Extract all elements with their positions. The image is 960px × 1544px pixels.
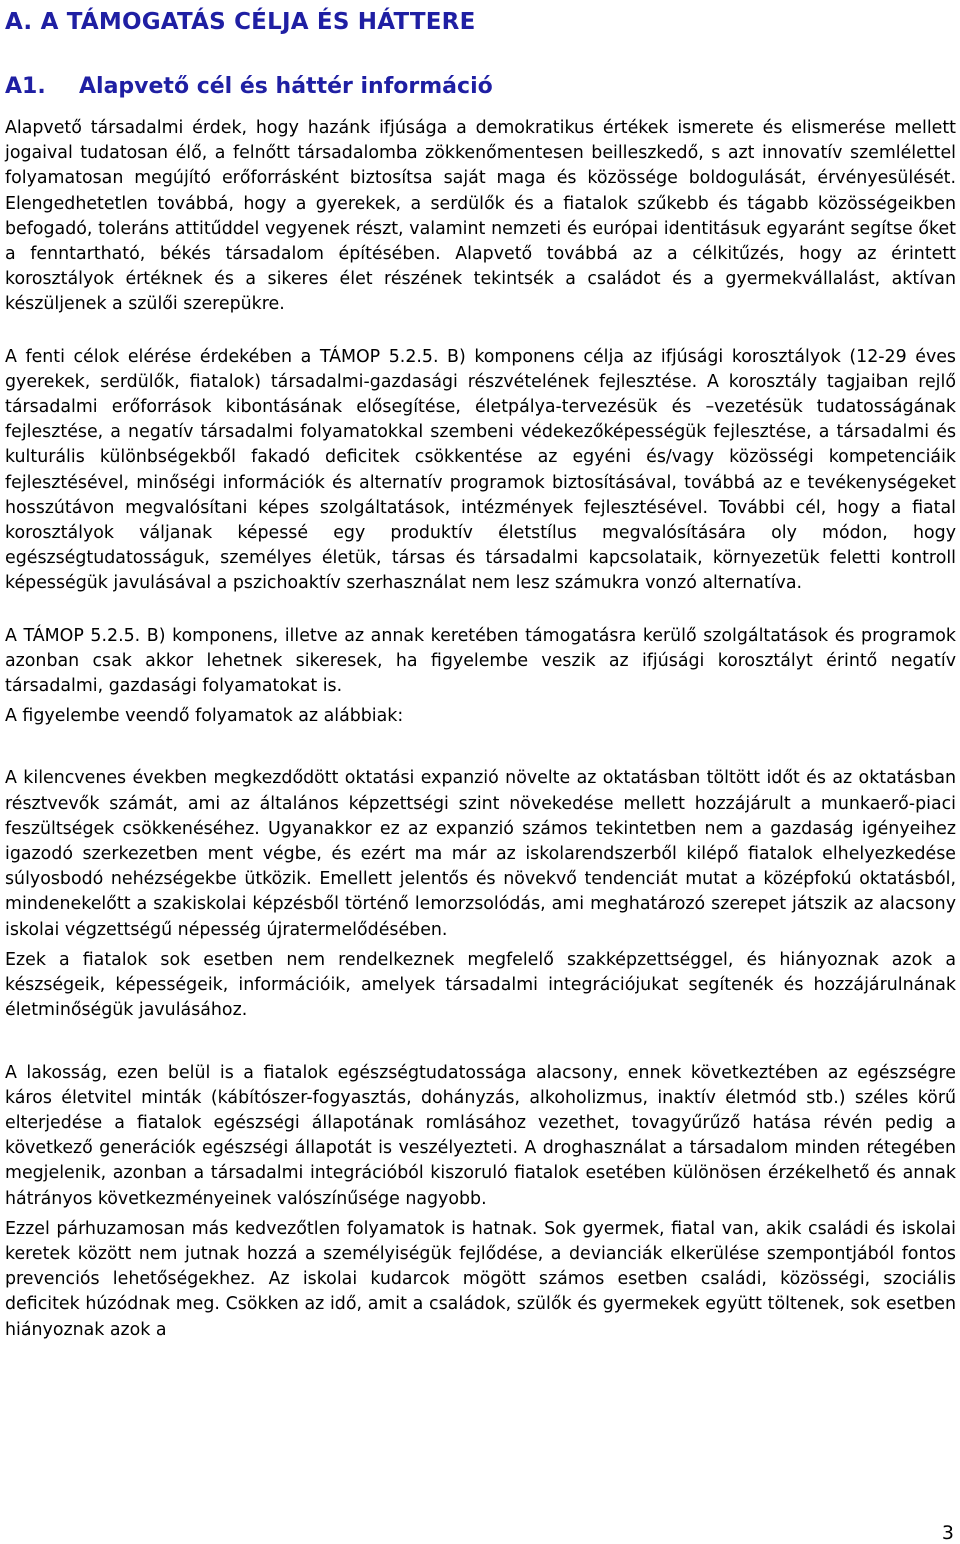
section-heading: A. A TÁMOGATÁS CÉLJA ÉS HÁTTERE bbox=[5, 9, 476, 35]
paragraph-goals: Alapvető társadalmi érdek, hogy hazánk ifjúsága a demokratikus értékek ismerete és elismerése mellett jogaival tudatosan élő, a felnőtt társadalomba zökkenőmentesen beilleszkedő, s azt innovatív szemlélettel folyamatosan megújító erőforrásként biztosítsa saját maga és közössége boldogulását, érvényesülését. Elengedhetetlen továbbá, hogy a gyerekek, a serdülők és a fiatalok szűkebb és tágabb közösségeikben befogadó, toleráns attitűddel vegyenek részt, valamint nemzeti és európai identitásuk egyaránt segítse őket a fenntartható, békés társadalom építésében. Alapvető továbbá az a célkitűzés, hogy az érintett korosztályok értéknek és a sikeres élet részének tekintsék a családot és a gyermekvállalást, aktívan készüljenek a szülői szerepükre. bbox=[5, 118, 956, 315]
subsection-heading bbox=[5, 72, 956, 102]
document-page bbox=[5, 0, 956, 1343]
subsection-number: A1. bbox=[5, 74, 46, 99]
subsection-title: Alapvető cél és háttér információ bbox=[79, 74, 493, 99]
paragraph-processes-intro: A figyelembe veendő folyamatok az alábbiak: bbox=[5, 706, 404, 727]
paragraph-unfavourable-processes: Ezzel párhuzamosan más kedvezőtlen folyamatok is hatnak. Sok gyermek, fiatal van, akik családi és iskolai keretek között nem jutnak hozzá a személyiségük fejlődése, a devianciák elkerülése szempontjából fontos prevenciós lehetőségekhez. Az iskolai kudarcok mögött számos esetben családi, közösségi, szociális deficitek húzódnak meg. Csökken az idő, amit a családok, szülők és gyermekek együtt töltenek, sok esetben hiányoznak azok a bbox=[5, 1218, 956, 1340]
paragraph-success-conditions: A TÁMOP 5.2.5. B) komponens, illetve az annak keretében támogatásra kerülő szolgáltatások és programok azonban csak akkor lehetnek sikeresek, ha figyelembe veszik az ifjúsági korosztályt érintő negatív társadalmi, gazdasági folyamatokat is. bbox=[5, 625, 956, 697]
paragraph-skills-gap: Ezek a fiatalok sok esetben nem rendelkeznek megfelelő szakképzettséggel, és hiányoznak azok a készségeik, képességeik, információik, amelyek társadalmi integrációjukat segítenék és hozzájárulnának életminőségük javulásához. bbox=[5, 949, 956, 1021]
paragraph-health-awareness: A lakosság, ezen belül is a fiatalok egészségtudatossága alacsony, ennek következtében az egészségre káros életvitel minták (kábítószer-fogyasztás, dohányzás, alkoholizmus, inaktív életmód stb.) széles körű elterjedése a fiatalok egészségi állapotának romlásához vezethet, tovagyűrűző hatása révén pedig a következő generációk egészségi állapotát is veszélyezteti. A droghasználat a társadalom minden rétegében megjelenik, azonban a társadalmi integrációból kiszoruló fiatalok esetében különösen érzékelhető és annak hátrányos következményeinek valószínűsége nagyobb. bbox=[5, 1062, 956, 1209]
paragraph-component-aim: A fenti célok elérése érdekében a TÁMOP 5.2.5. B) komponens célja az ifjúsági korosztályok (12-29 éves gyerekek, serdülők, fiatalok) társadalmi-gazdasági részvételének fejlesztése. A korosztály tagjaiban rejlő társadalmi erőforrások kibontásának elősegítése, életpálya-tervezésük és –vezetésük tudatosságának fejlesztése, a negatív társadalmi folyamatokkal szembeni védekezőképességük fejlesztése, a társadalmi és kulturális különbségekből fakadó deficitek csökkentése az egyéni és/vagy közösségi kompetenciáik fejlesztésével, minőségi információk és alternatív programok biztosításával, továbbá az e tevékenységeket hosszútávon megvalósítani képes szolgáltatások, intézmények fejlesztésével. További cél, hogy a fiatal korosztályok váljanak képessé egy produktív életstílus megvalósítására oly módon, hogy egészségtudatosságuk, személyes életük, társas és társadalmi kapcsolataik, környezetük feletti kontroll képességük javulásával a pszichoaktív szerhasználat nem lesz számukra vonzó alternatíva. bbox=[5, 346, 956, 594]
paragraph-education-expansion: A kilencvenes években megkezdődött oktatási expanzió növelte az oktatásban töltött időt és az oktatásban résztvevők számát, ami az általános képzettségi szint növekedése mellett hozzájárult a munkaerő-piaci feszültségek csökkenéséhez. Ugyanakkor ez az expanzió számos tekintetben nem a gazdaság igényeihez igazodó szerkezetben ment végbe, és ezért ma már az iskolarendszerből kilépő fiatalok elhelyezkedése súlyosbodó nehézségekbe ütközik. Emellett jelentős és növekvő tendenciát mutat a középfokú oktatásból, mindenekelőtt a szakiskolai képzésből történő lemorzsolódás, ami meghatározó szerepet játszik az alacsony iskolai végzettségű népesség újratermelődésében. bbox=[5, 768, 956, 940]
page-number: 3 bbox=[941, 1522, 954, 1544]
